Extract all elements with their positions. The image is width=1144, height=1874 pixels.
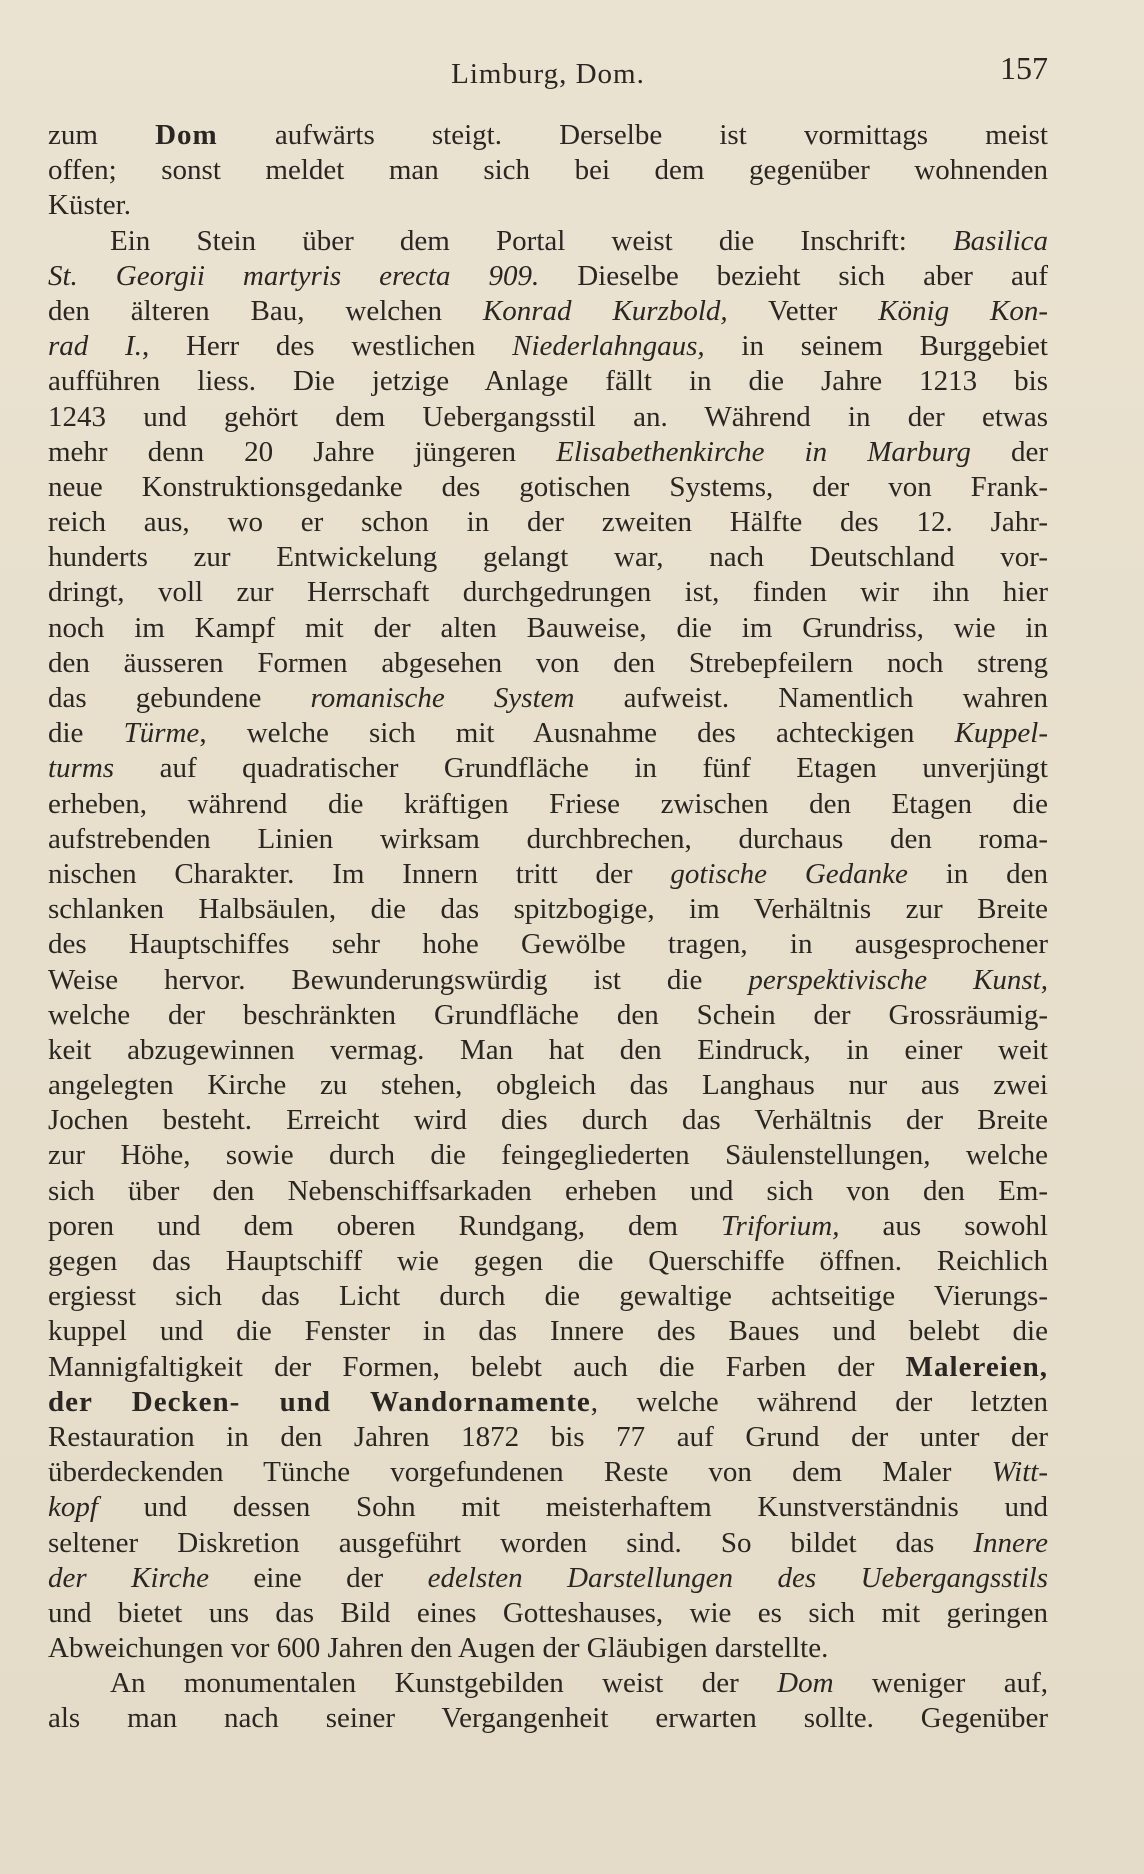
text-segment: weniger auf, <box>833 1667 1048 1700</box>
text-line <box>48 892 1048 927</box>
text-line <box>48 1420 1048 1455</box>
text-segment: aufweist. Namentlich wahren <box>574 682 1048 714</box>
text-line <box>48 1596 1048 1631</box>
text-segment: neue Konstruktionsgedanke des gotischen Systems, der von Frank- <box>48 470 1048 503</box>
italic-text: St. Georgii martyris erecta 909. <box>48 259 540 292</box>
text-line <box>48 1561 1048 1596</box>
text-line <box>48 435 1048 470</box>
text-segment: Weise hervor. Bewunderungswürdig ist die <box>48 963 749 996</box>
italic-text: Elisabethenkirche in Marburg <box>556 435 971 468</box>
text-line <box>48 259 1048 294</box>
text-segment: , welche sich mit Ausnahme des achteckigen <box>199 717 955 750</box>
text-line <box>48 857 1048 892</box>
italic-text: rad I. <box>48 330 142 363</box>
text-line <box>48 1033 1048 1068</box>
text-segment: dringt, voll zur Herrschaft durchgedrungen ist, finden wir ihn hier <box>48 576 1048 609</box>
text-line <box>48 1138 1048 1173</box>
text-line <box>48 1244 1048 1279</box>
text-line <box>48 963 1048 998</box>
text-line <box>48 329 1048 364</box>
text-segment: das gebundene <box>48 682 311 714</box>
text-segment: Mannigfaltigkeit der Formen, belebt auch die Farben der <box>48 1350 906 1383</box>
text-line <box>48 751 1048 786</box>
text-line <box>48 1314 1048 1349</box>
text-segment: angelegten Kirche zu stehen, obgleich das Langhaus nur aus zwei <box>48 1069 1048 1102</box>
text-segment: Jochen besteht. Erreicht wird dies durch das Verhältnis der Breite <box>48 1104 1048 1137</box>
text-segment: den älteren Bau, welchen <box>48 294 483 327</box>
text-line <box>48 716 1048 751</box>
text-segment: und bietet uns das Bild eines Gotteshauses, wie es sich mit geringen <box>48 1596 1048 1629</box>
text-segment: sich über den Nebenschiffsarkaden erheben und sich von den Em- <box>48 1174 1048 1207</box>
italic-text: turms <box>48 752 115 785</box>
text-segment: erheben, während die kräftigen Friese zwischen den Etagen die <box>48 787 1048 820</box>
text-line <box>48 153 1048 188</box>
text-segment: Restauration in den Jahren 1872 bis 77 auf Grund der unter der <box>48 1420 1048 1453</box>
italic-text: Konrad Kurzbold, <box>482 294 728 327</box>
text-line <box>48 1666 1048 1701</box>
italic-text: romanische System <box>310 682 575 714</box>
text-segment: kuppel und die Fenster in das Innere des Baues und belebt die <box>48 1315 1048 1348</box>
text-segment: An monumentalen Kunstgebilden weist der <box>110 1667 778 1700</box>
text-segment: , Herr des westlichen <box>141 330 513 363</box>
text-segment: offen; sonst meldet man sich bei dem gegenüber wohnenden <box>48 154 1048 187</box>
text-line <box>48 998 1048 1033</box>
text-segment: hunderts zur Entwickelung gelangt war, nach Deutschland vor- <box>48 541 1048 574</box>
text-segment: , welche während der letzten <box>590 1385 1048 1418</box>
text-line <box>48 1631 1048 1666</box>
italic-text: gotische Gedanke <box>670 857 908 890</box>
body-text <box>48 118 1048 1737</box>
text-segment: mehr denn 20 Jahre jüngeren <box>48 435 557 468</box>
text-segment: seltener Diskretion ausgeführt worden sind. So bildet das <box>48 1526 974 1559</box>
italic-text: Witt- <box>991 1456 1048 1489</box>
text-segment: und dessen Sohn mit meisterhaftem Kunstverständnis und <box>97 1491 1048 1524</box>
text-line <box>48 1103 1048 1138</box>
text-segment: gegen das Hauptschiff wie gegen die Querschiffe öffnen. Reichlich <box>48 1245 1048 1277</box>
italic-text: kopf <box>48 1491 98 1524</box>
text-line <box>48 118 1048 153</box>
italic-text: Kuppel- <box>954 717 1048 750</box>
text-line <box>48 540 1048 575</box>
text-segment: des Hauptschiffes sehr hohe Gewölbe tragen, in ausgesprochener <box>48 928 1048 961</box>
text-line <box>48 294 1048 329</box>
text-line <box>48 575 1048 610</box>
italic-text: edelsten Darstellungen des Uebergangsstils <box>427 1561 1048 1594</box>
text-line <box>48 822 1048 857</box>
italic-text: Basilica <box>952 224 1048 257</box>
italic-text: Türme <box>123 717 200 750</box>
text-segment: die <box>48 717 124 750</box>
text-line <box>48 1068 1048 1103</box>
text-segment: Küster. <box>48 189 131 222</box>
text-segment: der <box>970 435 1048 468</box>
text-segment: poren und dem oberen Rundgang, dem <box>48 1209 721 1242</box>
text-segment: aufführen liess. Die jetzige Anlage fällt in die Jahre 1213 bis <box>48 365 1048 398</box>
running-head <box>48 50 1048 94</box>
text-segment: schlanken Halbsäulen, die das spitzbogige, im Verhältnis zur Breite <box>48 893 1048 926</box>
text-segment: Ein Stein über dem Portal weist die Inschrift: <box>110 224 953 257</box>
italic-text: Niederlahngaus, <box>512 330 705 363</box>
text-segment: Abweichungen vor 600 Jahren den Augen der Gläubigen darstellte. <box>48 1632 829 1665</box>
italic-text: Innere <box>973 1526 1048 1559</box>
emphasis-text: Dom <box>155 119 218 151</box>
text-line <box>48 611 1048 646</box>
text-line <box>48 188 1048 223</box>
italic-text: König Kon- <box>878 294 1048 327</box>
text-segment: nischen Charakter. Im Innern tritt der <box>48 857 671 890</box>
text-segment: zur Höhe, sowie durch die feingegliederten Säulenstellungen, welche <box>48 1139 1048 1172</box>
text-segment: zum <box>48 119 156 151</box>
text-line <box>48 1490 1048 1525</box>
text-segment: keit abzugewinnen vermag. Man hat den Eindruck, in einer weit <box>48 1033 1048 1066</box>
text-line <box>48 224 1048 259</box>
text-segment: reich aus, wo er schon in der zweiten Hälfte des 12. Jahr- <box>48 506 1048 539</box>
text-segment: welche der beschränkten Grundfläche den Schein der Grossräumig- <box>48 998 1048 1031</box>
text-segment: aufwärts steigt. Derselbe ist vormittags meist <box>217 119 1048 151</box>
text-line <box>48 787 1048 822</box>
text-segment: aufstrebenden Linien wirksam durchbrechen, durchaus den roma- <box>48 822 1048 855</box>
text-line <box>48 1385 1048 1420</box>
italic-text: der Kirche <box>48 1561 209 1594</box>
text-segment: überdeckenden Tünche vorgefundenen Reste von dem Maler <box>48 1456 992 1489</box>
italic-text: Triforium, <box>721 1209 840 1242</box>
text-line <box>48 1526 1048 1561</box>
text-line <box>48 1701 1048 1736</box>
text-line <box>48 1209 1048 1244</box>
italic-text: Dom <box>777 1667 834 1700</box>
running-title: Limburg, Dom. <box>451 58 645 90</box>
text-line <box>48 470 1048 505</box>
text-segment: Vetter <box>727 294 879 327</box>
text-segment: aus sowohl <box>839 1209 1048 1242</box>
text-segment: auf quadratischer Grundfläche in fünf Etagen unverjüngt <box>114 752 1048 785</box>
text-segment: in den <box>907 857 1048 890</box>
text-line <box>48 505 1048 540</box>
text-line <box>48 364 1048 399</box>
text-segment: den äusseren Formen abgesehen von den Strebepfeilern noch streng <box>48 646 1048 679</box>
text-line <box>48 927 1048 962</box>
emphasis-text: Malereien, <box>905 1350 1048 1383</box>
text-line <box>48 1350 1048 1385</box>
text-line <box>48 1455 1048 1490</box>
text-line <box>48 1174 1048 1209</box>
text-line <box>48 681 1048 716</box>
page-number: 157 <box>1000 50 1048 86</box>
text-segment: 1243 und gehört dem Uebergangsstil an. Während in der etwas <box>48 400 1048 433</box>
text-segment: ergiesst sich das Licht durch die gewaltige achtseitige Vierungs- <box>48 1280 1048 1313</box>
text-segment: als man nach seiner Vergangenheit erwarten sollte. Gegenüber <box>48 1702 1048 1735</box>
emphasis-text: der Decken- und Wandornamente <box>48 1385 591 1418</box>
text-line <box>48 646 1048 681</box>
text-line <box>48 1279 1048 1314</box>
italic-text: perspektivische Kunst, <box>748 963 1048 996</box>
text-segment: noch im Kampf mit der alten Bauweise, die im Grundriss, wie in <box>48 611 1048 644</box>
text-segment: in seinem Burggebiet <box>704 330 1048 363</box>
text-segment: eine der <box>208 1561 428 1594</box>
text-segment: Dieselbe bezieht sich aber auf <box>539 259 1048 292</box>
text-line <box>48 400 1048 435</box>
